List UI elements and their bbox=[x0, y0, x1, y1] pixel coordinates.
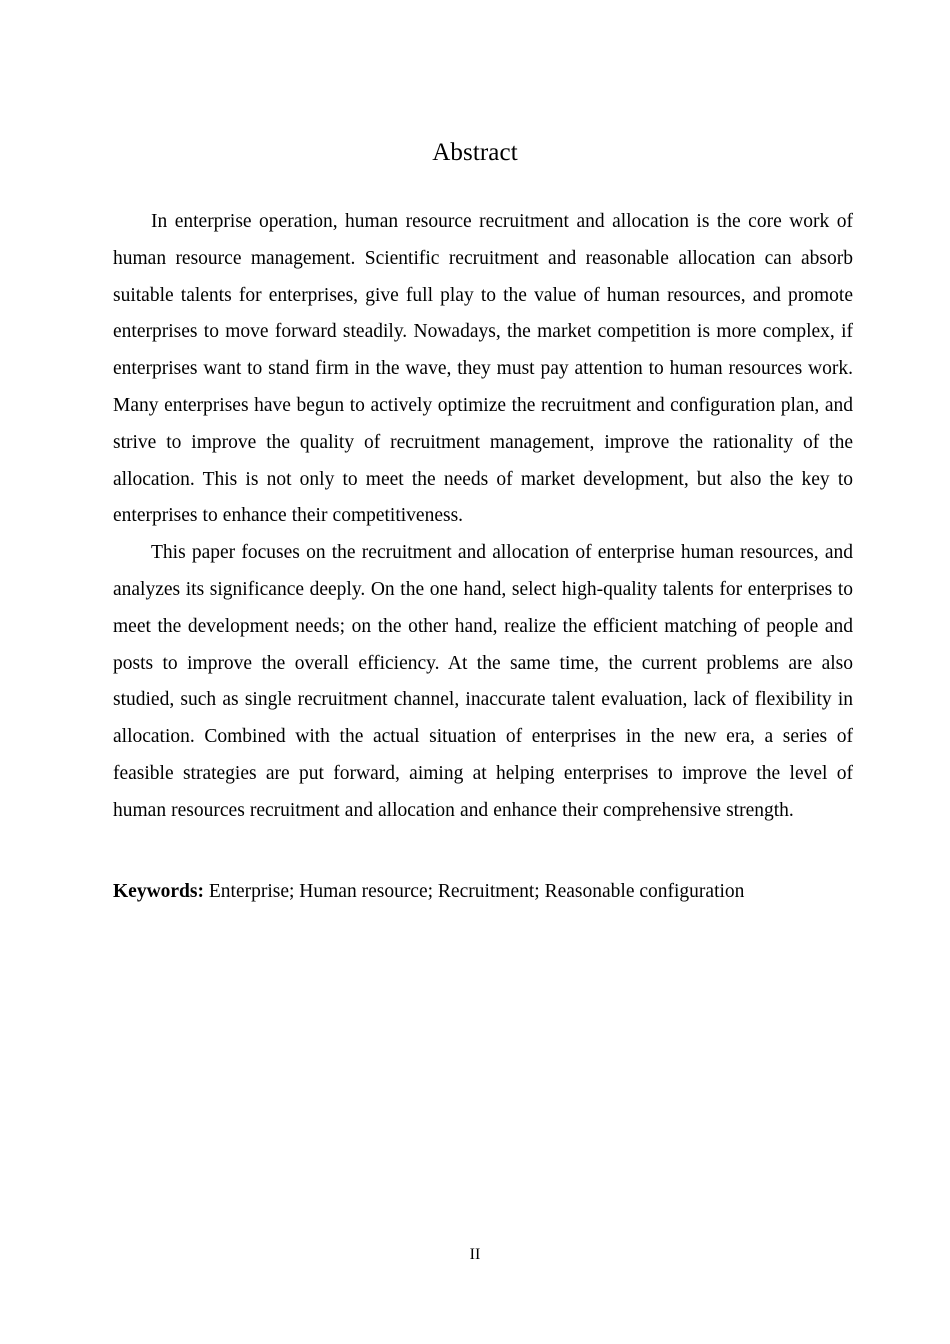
page-number: II bbox=[469, 1246, 481, 1263]
keywords-line bbox=[113, 874, 853, 911]
keywords-label: Keywords: bbox=[113, 881, 204, 902]
page-title: Abstract bbox=[432, 138, 518, 166]
abstract-body bbox=[113, 204, 853, 830]
abstract-paragraph: In enterprise operation, human resource recruitment and allocation is the core work of human resource management. Scientific recruitment and reasonable allocation can absorb suitable talents for enterprises, give full play to the value of human resources, and promote enterprises to move forward steadily. Nowadays, the market competition is more complex, if enterprises want to stand firm in the wave, they must pay attention to human resources work. Many enterprises have begun to actively optimize the recruitment and configuration plan, and strive to improve the quality of recruitment management, improve the rationality of the allocation. This is not only to meet the needs of market development, but also the key to enterprises to enhance their competitiveness. bbox=[113, 211, 853, 527]
abstract-paragraph: This paper focuses on the recruitment and allocation of enterprise human resources, and analyzes its significance deeply. On the one hand, select high-quality talents for enterprises to meet the development needs; on the other hand, realize the efficient matching of people and posts to improve the overall efficiency. At the same time, the current problems are also studied, such as single recruitment channel, inaccurate talent evaluation, lack of flexibility in allocation. Combined with the actual situation of enterprises in the new era, a series of feasible strategies are put forward, aiming at helping enterprises to improve the level of human resources recruitment and allocation and enhance their comprehensive strength. bbox=[113, 542, 853, 821]
keywords-value: Enterprise; Human resource; Recruitment; Reasonable configuration bbox=[204, 881, 745, 902]
